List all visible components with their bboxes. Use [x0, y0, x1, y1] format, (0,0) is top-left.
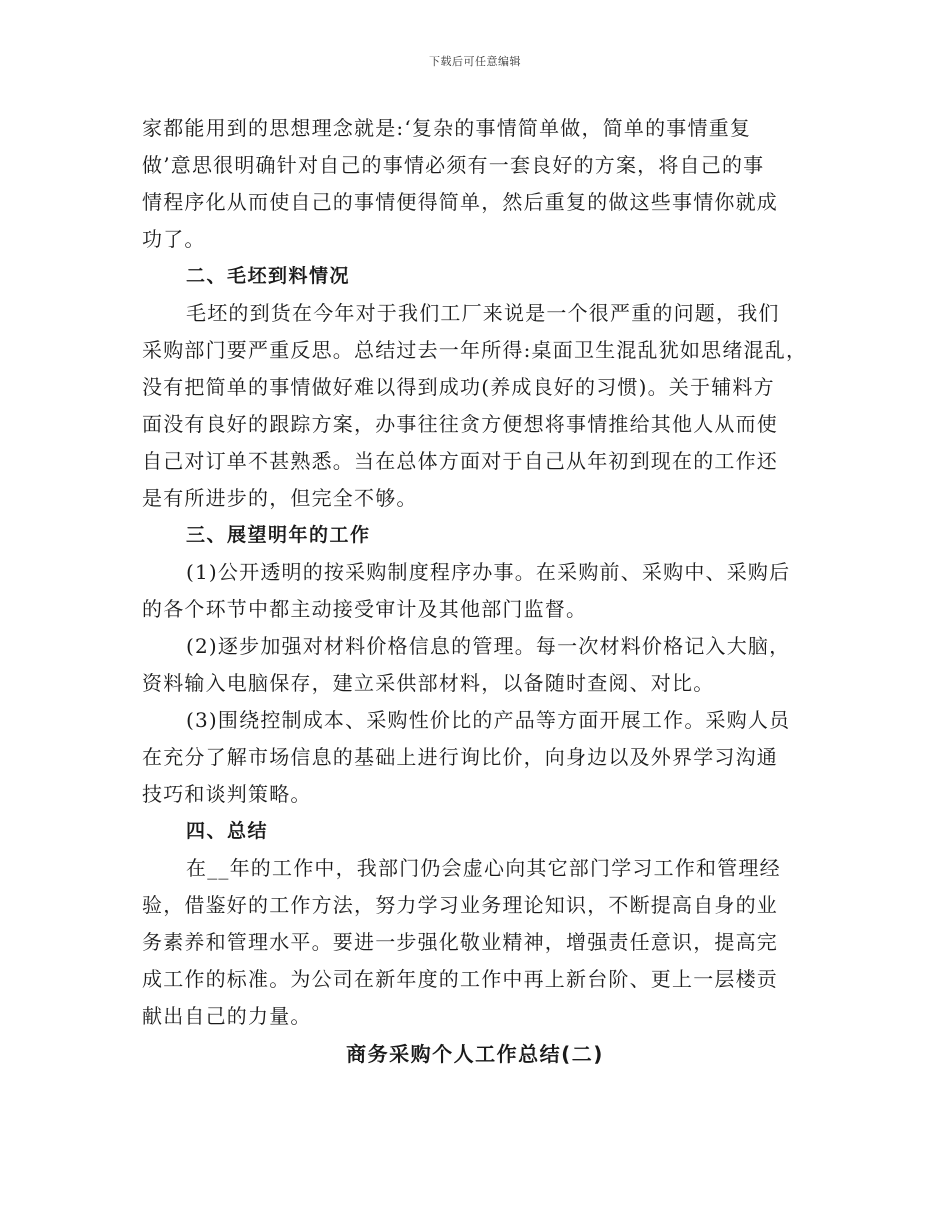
paragraph-line: 验，借鉴好的工作方法，努力学习业务理论知识，不断提高自身的业 [142, 893, 778, 917]
paragraph-line: 在__年的工作中，我部门仍会虚心向其它部门学习工作和管理经 [186, 856, 781, 880]
section-heading: 二、毛坯到料情况 [186, 265, 351, 287]
paragraph-line: 成工作的标准。为公司在新年度的工作中再上新台阶、更上一层楼贡 [142, 967, 778, 991]
paragraph-line: 没有把简单的事情做好难以得到成功(养成良好的习惯)。关于辅料方 [142, 375, 775, 399]
paragraph-line: 献出自己的力量。 [142, 1004, 312, 1028]
paragraph-line: 务素养和管理水平。要进一步强化敬业精神，增强责任意识，提高完 [142, 930, 778, 954]
header-note: 下载后可任意编辑 [429, 55, 521, 68]
paragraph-line: (1)公开透明的按采购制度程序办事。在采购前、采购中、采购后 [186, 560, 791, 584]
paragraph-line: 情程序化从而使自己的事情便得简单，然后重复的做这些事情你就成 [142, 190, 778, 214]
paragraph-line: 功了。 [142, 227, 206, 251]
paragraph-line: 采购部门要严重反思。总结过去一年所得:桌面卫生混乱犹如思绪混乱， [142, 338, 808, 362]
paragraph-line: 资料输入电脑保存，建立采供部材料，以备随时查阅、对比。 [142, 671, 715, 695]
section-heading: 三、展望明年的工作 [186, 524, 371, 546]
paragraph-line: 技巧和谈判策略。 [142, 782, 312, 806]
section-title: 商务采购个人工作总结(二) [346, 1042, 604, 1066]
section-heading: 四、总结 [186, 820, 269, 842]
paragraph-line: (2)逐步加强对材料价格信息的管理。每一次材料价格记入大脑， [186, 634, 791, 658]
paragraph-line: 自己对订单不甚熟悉。当在总体方面对于自己从年初到现在的工作还 [142, 449, 778, 473]
paragraph-line: 在充分了解市场信息的基础上进行询比价，向身边以及外界学习沟通 [142, 745, 778, 769]
paragraph-line: 做’意思很明确针对自己的事情必须有一套良好的方案，将自己的事 [142, 153, 765, 177]
paragraph-line: (3)围绕控制成本、采购性价比的产品等方面开展工作。采购人员 [186, 708, 791, 732]
document-body [142, 110, 808, 1035]
paragraph-line: 家都能用到的思想理念就是:‘复杂的事情简单做，简单的事情重复 [142, 116, 752, 140]
paragraph-line: 的各个环节中都主动接受审计及其他部门监督。 [142, 597, 588, 621]
paragraph-line: 面没有良好的跟踪方案，办事往往贪方便想将事情推给其他人从而使 [142, 412, 778, 436]
paragraph-line: 是有所进步的，但完全不够。 [142, 486, 418, 510]
paragraph-line: 毛坯的到货在今年对于我们工厂来说是一个很严重的问题，我们 [186, 301, 780, 325]
